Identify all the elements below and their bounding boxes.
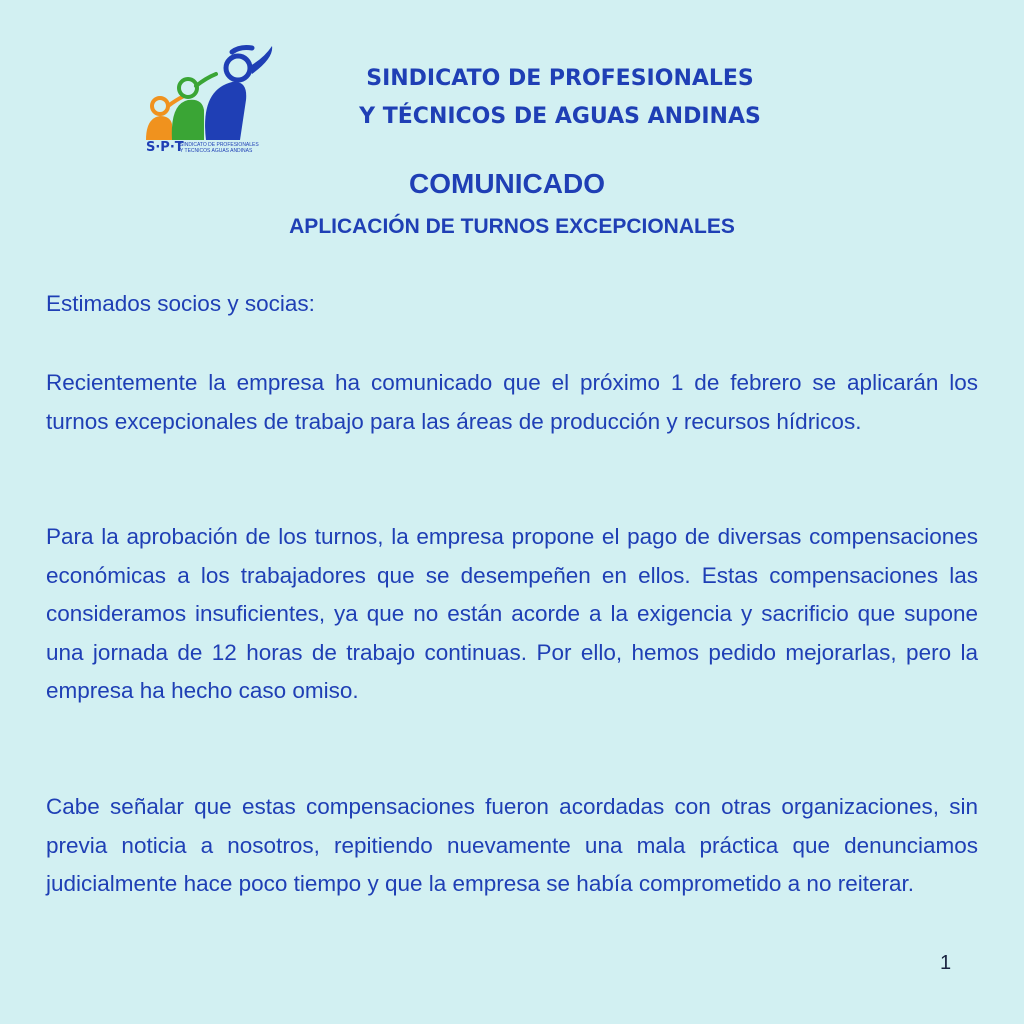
paragraph-1: Recientemente la empresa ha comunicado que el próximo 1 de febrero se aplicarán los turnos excepcionales de trabajo para las áreas de producción y recursos hídricos.: [46, 370, 978, 434]
logo-abbreviation: S·P·T: [146, 140, 184, 155]
logo-subtitle-line2: Y TECNICOS AGUAS ANDINAS: [180, 148, 253, 154]
green-figure-body-icon: [172, 100, 204, 140]
page-number: 1: [940, 952, 952, 974]
document-subtitle: APLICACIÓN DE TURNOS EXCEPCIONALES: [289, 215, 735, 238]
green-figure-head-icon: [179, 79, 197, 97]
orange-figure-body-icon: [146, 116, 172, 140]
union-logo: [140, 44, 280, 164]
document-title: COMUNICADO: [409, 168, 605, 199]
paragraph-2: Para la aprobación de los turnos, la empresa propone el pago de diversas compensaciones económicas a los trabajadores que se desempeñen en ellos. Estas compensaciones las consideramos insuficientes, ya que no están acorde a la exigencia y sacrificio que supone una jornada de 12 horas de trabajo continuas. Por ello, hemos pedido mejorarlas, pero la empresa ha hecho caso omiso.: [46, 524, 978, 703]
organization-name-line2: Y TÉCNICOS DE AGUAS ANDINAS: [359, 104, 761, 129]
logo-subtitle: [180, 142, 290, 154]
orange-figure-head-icon: [152, 98, 168, 114]
blue-figure-body-icon: [205, 82, 246, 140]
greeting: Estimados socios y socias:: [46, 291, 315, 316]
union-logo-figures-icon: [140, 44, 280, 144]
organization-name: [300, 60, 820, 136]
blue-figure-head-icon: [226, 56, 250, 80]
logo-subtitle-line1: SINDICATO DE PROFESIONALES: [180, 142, 259, 148]
paragraph-3: Cabe señalar que estas compensaciones fueron acordadas con otras organizaciones, sin previa noticia a nosotros, repitiendo nuevamente una mala práctica que denunciamos judicialmente hace poco tiempo y que la empresa se había comprometido a no reiterar.: [46, 794, 978, 896]
organization-name-line1: SINDICATO DE PROFESIONALES: [366, 66, 754, 91]
